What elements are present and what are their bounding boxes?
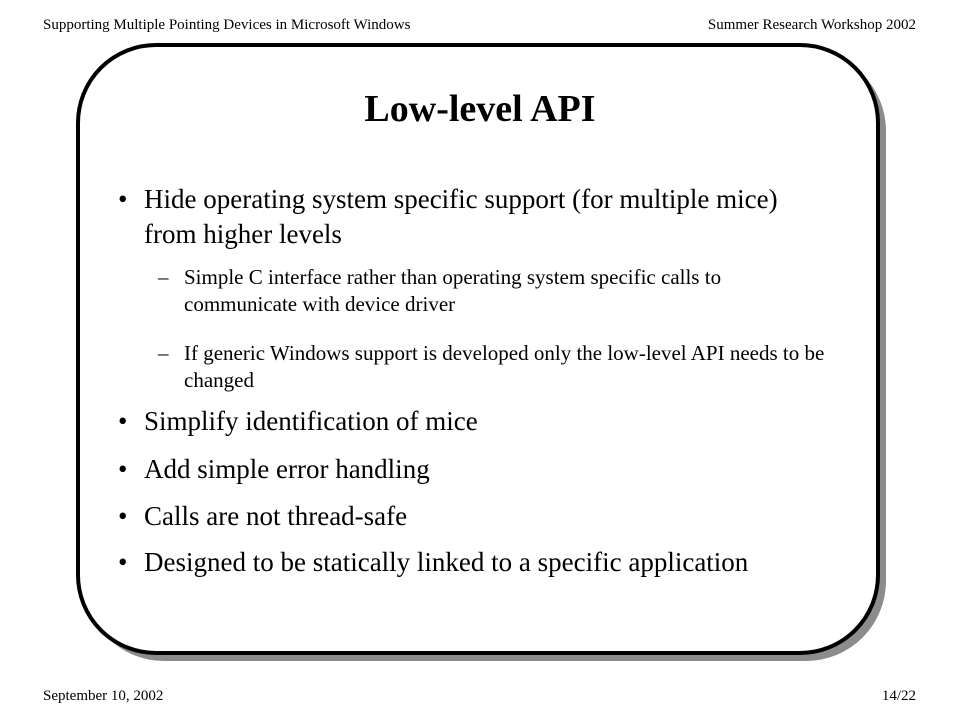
bullet-marker: • [118, 454, 128, 484]
bullet-text: Simplify identification of mice [144, 406, 478, 436]
footer-page-number: 14/22 [881, 688, 916, 704]
dash-marker: – [158, 265, 169, 289]
bullet-text: Designed to be statically linked to a specific application [144, 547, 749, 577]
bullet-text: Hide operating system specific support (for multiple mice) from higher levels [144, 184, 778, 249]
bullet-text: Add simple error handling [144, 454, 430, 484]
bullet-marker: • [118, 501, 128, 531]
sub-bullet-text: If generic Windows support is developed only the low-level API needs to be changed [184, 341, 825, 392]
footer-date: September 10, 2002 [43, 688, 164, 704]
bullet-text: Calls are not thread-safe [144, 501, 408, 531]
slide-title: Low-level API [364, 88, 596, 130]
bullet-marker: • [118, 406, 128, 436]
bullet-marker: • [118, 184, 128, 214]
sub-bullet-text: Simple C interface rather than operating system specific calls to communicate with device driver [184, 265, 722, 316]
header-event-name: Summer Research Workshop 2002 [707, 17, 916, 33]
header-presentation-title: Supporting Multiple Pointing Devices in Microsoft Windows [43, 17, 411, 33]
bullet-marker: • [118, 547, 128, 577]
dash-marker: – [158, 341, 169, 365]
